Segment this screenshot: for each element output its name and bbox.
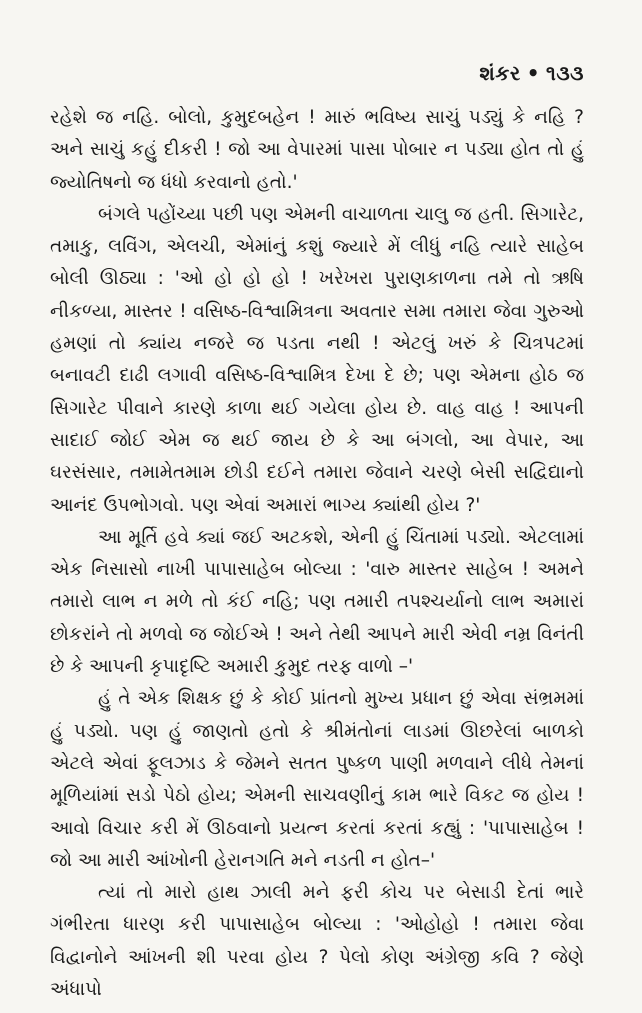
chapter-title: શંકર (479, 61, 521, 85)
paragraph: હું તે એક શિક્ષક છું કે કોઈ પ્રાંતનો મુખ્ય પ્રધાન છું એવા સંભ્રમમાં હું પડ્યો. પણ હું જાણતો હતો કે શ્રીમંતોનાં લાડમાં ઊછરેલાં બાળકો એટલે એવાં ફૂલઝાડ કે જેમને સતત પુષ્કળ પાણી મળવાને લીધે તેમનાં મૂળિયાંમાં સડો પેઠો હોય; એમની સાચવણીનું કામ ભારે વિકટ જ હોય ! આવો વિચાર કરી મેં ઊઠવાનો પ્રયત્ન કરતાં કરતાં કહ્યું : 'પાપાસાહેબ ! જો આ મારી આંખોની હેરાનગતિ મને નડતી ન હોત–' (50, 688, 584, 871)
paragraph: રહેશે જ નહિ. બોલો, કુમુદબહેન ! મારું ભવિષ્ય સાચું પડ્યું કે નહિ ? અને સાચું કહું દીકરી ! જો આ વેપારમાં પાસા પોબાર ન પડ્યા હોત તો હું જ્યોતિષનો જ ધંધો કરવાનો હતો.' (50, 107, 584, 193)
running-header (50, 58, 584, 88)
paragraph: બંગલે પહોંચ્યા પછી પણ એમની વાચાળતા ચાલુ જ હતી. સિગારેટ, તમાકુ, લવિંગ, એલચી, એમાંનું કશું જ્યારે મેં લીધું નહિ ત્યારે સાહેબ બોલી ઊઠ્યા : 'ઓ હો હો હો ! ખરેખરા પુરાણકાળના તમે તો ઋષિ નીકળ્યા, માસ્તર ! વસિષ્ઠ-વિશ્વામિત્રના અવતાર સમા તમારા જેવા ગુરુઓ હમણાં તો ક્યાંય નજરે જ પડતા નથી ! એટલું ખરું કે ચિત્રપટમાં બનાવટી દાઢી લગાવી વસિષ્ઠ-વિશ્વામિત્ર દેખા દે છે; પણ એમના હોઠ જ સિગારેટ પીવાને કારણે કાળા થઈ ગયેલા હોય છે. વાહ વાહ ! આપની સાદાઈ જોઈ એમ જ થઈ જાય છે કે આ બંગલો, આ વેપાર, આ ઘરસંસાર, તમામેતમામ છોડી દઈને તમારા જેવાને ચરણે બેસી સદ્વિદ્યાનો આનંદ ઉપભોગવો. પણ એવાં અમારાં ભાગ્ય ક્યાંથી હોય ?' (50, 203, 584, 516)
body-text (50, 102, 584, 1006)
header-separator: • (526, 61, 541, 85)
paragraph: આ મૂર્તિ હવે ક્યાં જઈ અટકશે, એની હું ચિંતામાં પડ્યો. એટલામાં એક નિસાસો નાખી પાપાસાહેબ બોલ્યા : 'વારુ માસ્તર સાહેબ ! અમને તમારો લાભ ન મળે તો કંઈ નહિ; પણ તમારી તપશ્ચર્યાનો લાભ અમારાં છોકરાંને તો મળવો જ જોઈએ ! અને તેથી આપને મારી એવી નમ્ર વિનંતી છે કે આપની કૃપાદૃષ્ટિ અમારી કુમુદ તરફ વાળો –' (50, 526, 584, 678)
page-number: ૧૩૩ (546, 61, 584, 85)
paragraph: ત્યાં તો મારો હાથ ઝાલી મને ફરી કોચ પર બેસાડી દેતાં ભારે ગંભીરતા ધારણ કરી પાપાસાહેબ બોલ્યા : 'ઓહોહો ! તમારા જેવા વિદ્વાનોને આંખની શી પરવા હોય ? પેલો કોણ અંગ્રેજી કવિ ? જેણે અંધાપો (50, 882, 584, 1001)
